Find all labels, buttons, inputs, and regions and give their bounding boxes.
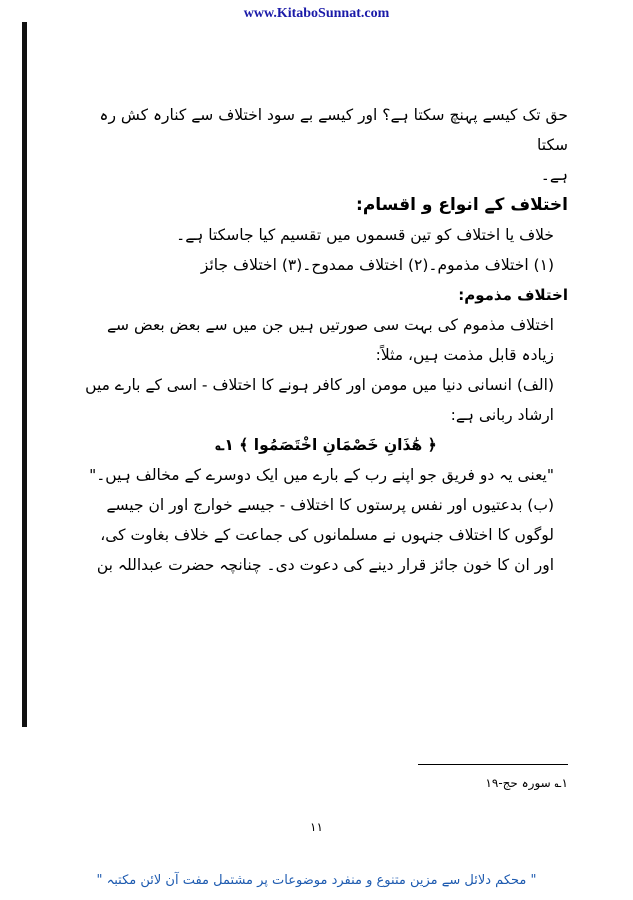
footnote: ۱؎ سورہ حج-۱۹ [485,776,568,790]
scan-edge-line [22,22,27,727]
text-line: حق تک کیسے پہنچ سکتا ہے؟ اور کیسے بے سود اختلاف سے کنارہ کش رہ سکتا [99,106,568,154]
section-heading: اختلاف کے انواع و اقسام: [356,195,568,215]
paragraph: (الف) انسانی دنیا میں مومن اور کافر ہونے کا اختلاف - اسی کے بارے میں ارشاد ربانی ہے: [85,376,554,424]
paragraph: اختلاف مذموم کی بہت سی صورتیں ہیں جن میں سے بعض بعض سے زیادہ قابل مذمت ہیں، مثلاً: [106,316,554,364]
types-list: (۱) اختلاف مذموم۔(۲) اختلاف ممدوح۔(۳) اختلاف جائز [200,256,554,274]
footnote-divider [418,764,568,765]
page-body [84,100,568,580]
quran-verse: ﴿ هَٰذَانِ خَصْمَانِ اخْتَصَمُوا ﴾ ۱؎ [215,436,437,454]
footer-tagline: " محکم دلائل سے مزین متنوع و منفرد موضوعات پر مشتمل مفت آن لائن مکتبہ " [96,873,537,888]
verse-translation: "یعنی یہ دو فریق جو اپنے رب کے بارے میں ایک دوسرے کے مخالف ہیں۔" [89,466,554,484]
paragraph: خلاف یا اختلاف کو تین قسموں میں تقسیم کیا جاسکتا ہے۔ [176,226,554,244]
page-number: ۱۱ [310,820,323,834]
subheading: اختلاف مذموم: [458,286,568,304]
text-line: ہے۔ [540,166,568,184]
paragraph: (ب) بدعتیوں اور نفس پرستوں کا اختلاف - جیسے خوارج اور ان جیسے لوگوں کا اختلاف جنہوں نے مسلمانوں کی جماعت کے خلاف بغاوت کی، اور ان کا خون جائز قرار دینے کی دعوت دی۔ چنانچہ حضرت عبداللہ بن [96,496,554,574]
site-url-link[interactable]: www.KitaboSunnat.com [243,6,390,21]
